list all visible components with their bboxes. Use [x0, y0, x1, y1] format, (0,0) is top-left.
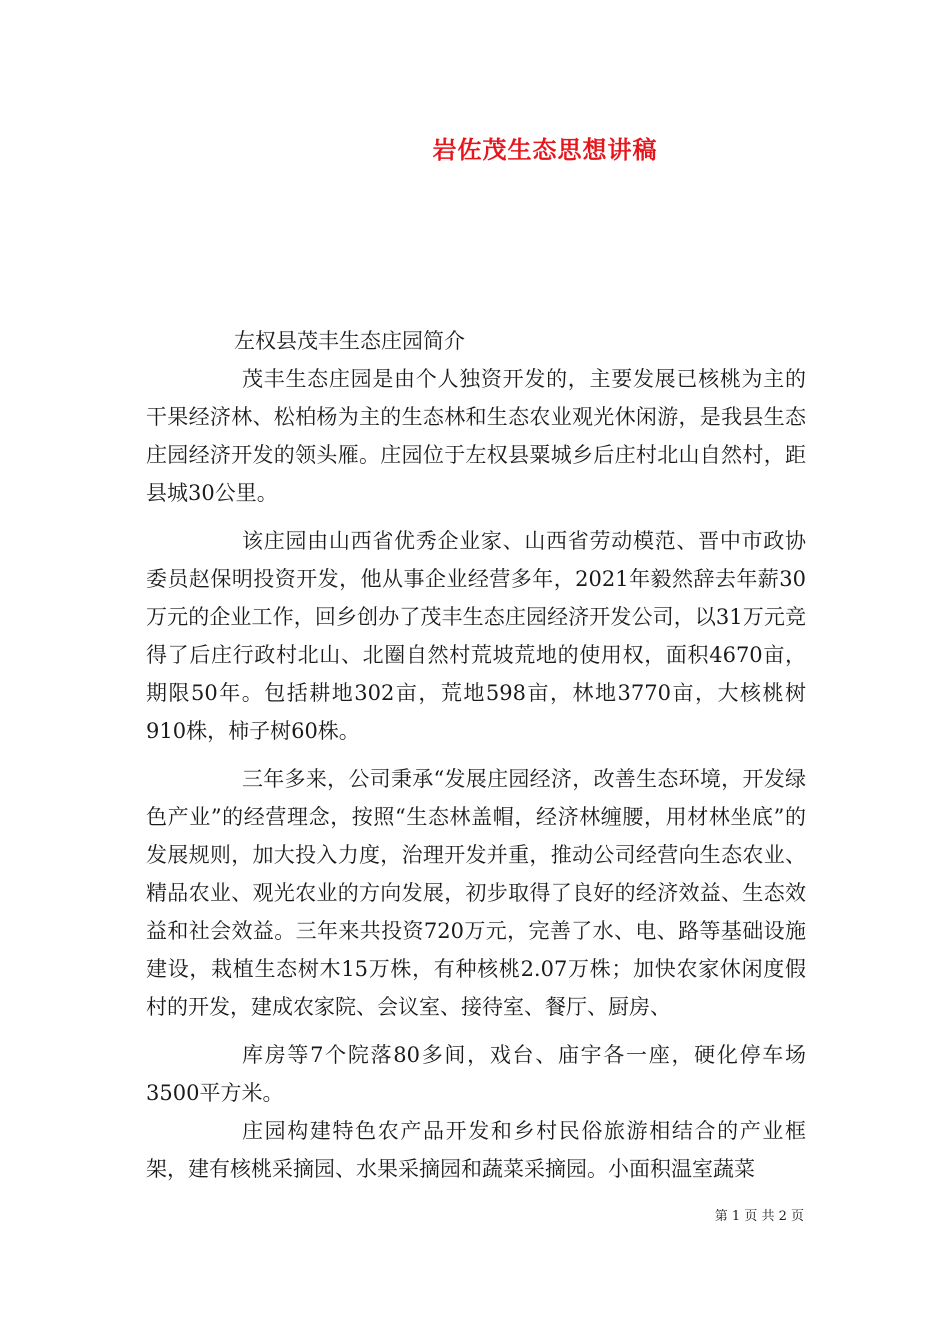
paragraph-4: 库房等7个院落80多间，戏台、庙宇各一座，硬化停车场3500平方米。: [146, 1043, 806, 1105]
paragraph-3: 三年多来，公司秉承“发展庄园经济，改善生态环境，开发绿色产业”的经营理念，按照“生态林盖帽，经济林缠腰，用材林坐底”的发展规则，加大投入力度，治理开发并重，推动公司经营向生态农业、精品农业、观光农业的方向发展，初步取得了良好的经济效益、生态效益和社会效益。三年来共投资720万元，完善了水、电、路等基础设施建设，栽植生态树木15万株，有种核桃2.07万株；加快农家休闲度假村的开发，建成农家院、会议室、接待室、餐厅、厨房、: [146, 767, 806, 1019]
document-title: 岩佐茂生态思想讲稿: [432, 136, 658, 164]
page-number-footer: 第 1 页 共 2 页: [714, 1209, 804, 1224]
paragraph-2: 该庄园由山西省优秀企业家、山西省劳动模范、晋中市政协委员赵保明投资开发，他从事企业经营多年，2021年毅然辞去年薪30万元的企业工作，回乡创办了茂丰生态庄园经济开发公司，以31万元竞得了后庄行政村北山、北圈自然村荒坡荒地的使用权，面积4670亩，期限50年。包括耕地302亩，荒地598亩，林地3770亩，大核桃树910株，柿子树60株。: [146, 529, 806, 743]
document-subtitle: 左权县茂丰生态庄园简介: [234, 329, 465, 353]
document-body: [146, 322, 806, 1188]
paragraph-5: 庄园构建特色农产品开发和乡村民俗旅游相结合的产业框架，建有核桃采摘园、水果采摘园和蔬菜采摘园。小面积温室蔬菜: [146, 1119, 806, 1181]
paragraph-1: 茂丰生态庄园是由个人独资开发的，主要发展已核桃为主的干果经济林、松柏杨为主的生态林和生态农业观光休闲游，是我县生态庄园经济开发的领头雁。庄园位于左权县粟城乡后庄村北山自然村，距县城30公里。: [146, 367, 806, 505]
